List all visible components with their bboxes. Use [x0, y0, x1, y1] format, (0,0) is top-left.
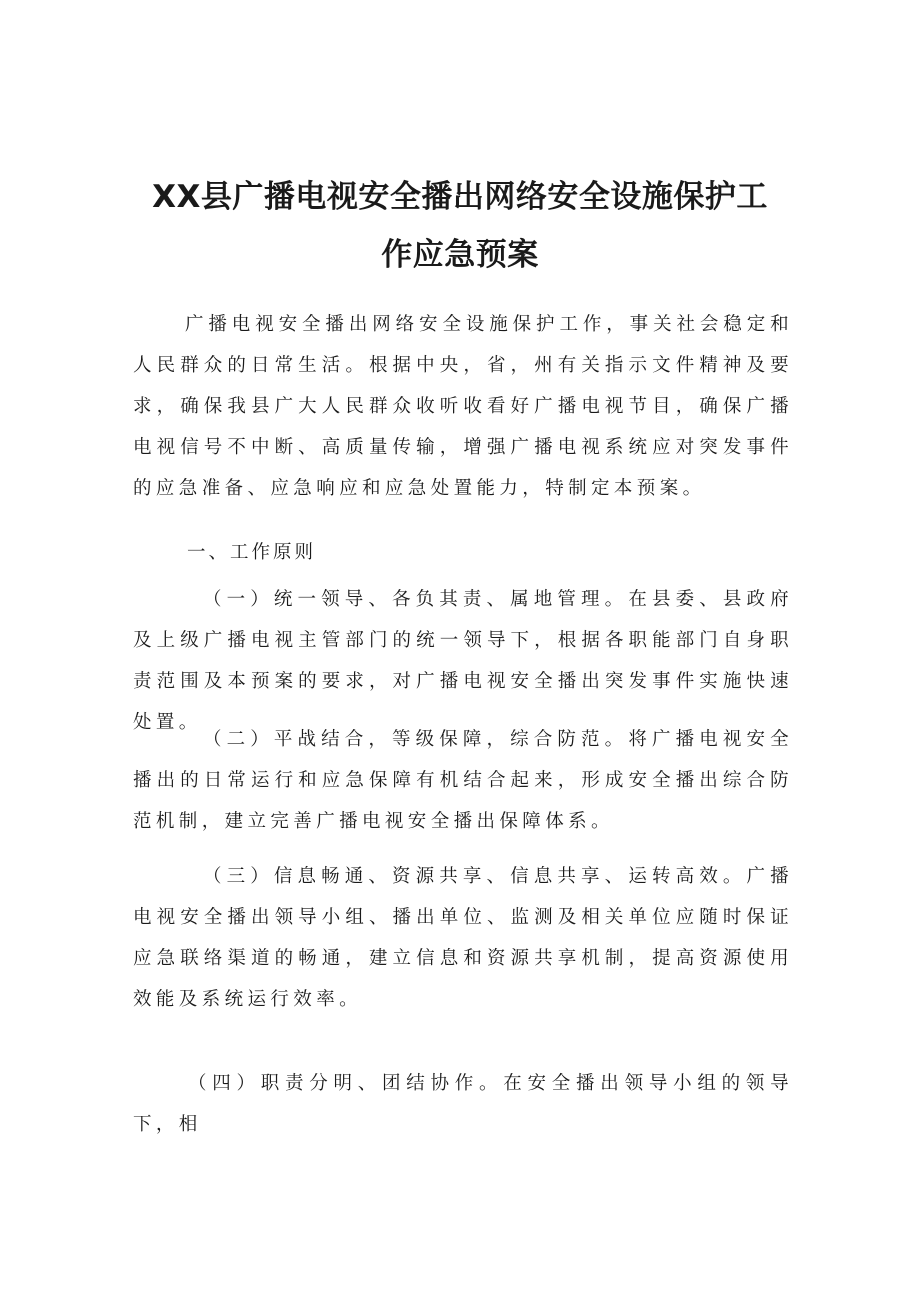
document-title-line-1: XX县广播电视安全播出网络安全设施保护工	[152, 179, 768, 215]
document-title-line-2: 作应急预案	[381, 237, 539, 273]
principle-paragraph-2: （二）平战结合，等级保障，综合防范。将广播电视安全播出的日常运行和应急保障有机结合起来，形成安全播出综合防范机制，建立完善广播电视安全播出保障体系。	[133, 729, 793, 832]
principle-paragraph-1: （一）统一领导、各负其责、属地管理。在县委、县政府及上级广播电视主管部门的统一领导下，根据各职能部门自身职责范围及本预案的要求，对广播电视安全播出突发事件实施快速处置。	[133, 589, 793, 733]
principle-paragraph-3: （三）信息畅通、资源共享、信息共享、运转高效。广播电视安全播出领导小组、播出单位、监测及相关单位应随时保证应急联络渠道的畅通，建立信息和资源共享机制，提高资源使用效能及系统运行效率。	[133, 866, 793, 1010]
section-heading-work-principles: 一、工作原则	[187, 542, 317, 563]
principle-paragraph-4: （四）职责分明、团结协作。在安全播出领导小组的领导下，相	[133, 1073, 793, 1135]
intro-paragraph: 广播电视安全播出网络安全设施保护工作，事关社会稳定和人民群众的日常生活。根据中央，省，州有关指示文件精神及要求，确保我县广大人民群众收听收看好广播电视节目，确保广播电视信号不中断、高质量传输，增强广播电视系统应对突发事件的应急准备、应急响应和应急处置能力，特制定本预案。	[133, 314, 793, 499]
